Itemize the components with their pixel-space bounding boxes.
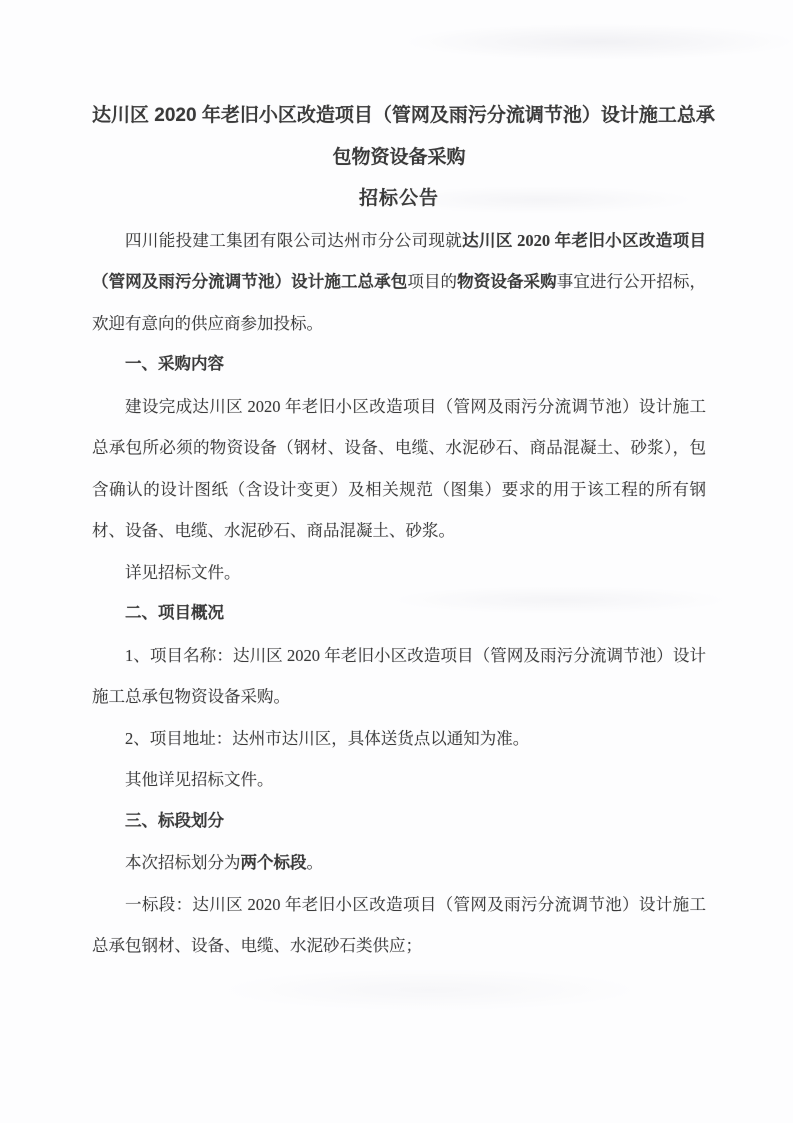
title-line-2: 包物资设备采购 [332, 146, 466, 168]
text-segment: 二、项目概况 [125, 604, 224, 622]
text-segment: 一、采购内容 [125, 355, 224, 373]
text-segment: 本次招标划分为 [125, 853, 241, 872]
document-subtitle: 招标公告 [358, 188, 439, 209]
section-1-paragraph [92, 386, 706, 552]
project-address-paragraph [92, 718, 706, 760]
text-segment: 达川区 2020 年老旧小区改造项目（管网及雨污分流调节池）设计施工总承包 [92, 230, 707, 291]
text-segment: 。 [306, 853, 323, 872]
intro-paragraph [92, 220, 706, 345]
text-segment: 一标段：达川区 2020 年老旧小区改造项目（管网及雨污分流调节池）设计施工总承包钢材、设备、电缆、水泥砂石类供应； [92, 894, 706, 955]
other-details-note [92, 759, 706, 801]
text-segment: 1、项目名称：达川区 2020 年老旧小区改造项目（管网及雨污分流调节池）设计施工总承包物资设备采购。 [92, 645, 706, 706]
lot-1-paragraph [92, 884, 706, 967]
lot-count-paragraph [92, 842, 706, 884]
text-segment: 其他详见招标文件。 [125, 770, 274, 789]
document-content [92, 95, 715, 967]
document-title [92, 95, 715, 178]
text-segment: 详见招标文件。 [125, 562, 241, 582]
section-1-heading [92, 344, 706, 386]
see-tender-file-note [92, 552, 706, 594]
text-segment: 两个标段 [240, 853, 307, 872]
text-segment: 2、项目地址：达州市达川区，具体送货点以通知为准。 [125, 728, 530, 748]
section-3-heading [92, 801, 706, 843]
text-segment: 事宜进行公开招标，欢迎有意向的供应商参加投标。 [92, 272, 707, 333]
project-name-paragraph [92, 635, 706, 718]
text-segment: 建设完成达川区 2020 年老旧小区改造项目（管网及雨污分流调节池）设计施工总承包所必须的物资设备（钢材、设备、电缆、水泥砂石、商品混凝土、砂浆），包含确认的设计图纸（含设计变更）及相关规范（图集）要求的用于该工程的所有钢材、设备、电缆、水泥砂石、商品混凝土、砂浆。 [92, 396, 706, 540]
text-segment: 物资设备采购 [457, 272, 557, 291]
text-segment: 三、标段划分 [125, 811, 224, 830]
title-line-1: 达川区 2020 年老旧小区改造项目（管网及雨污分流调节池）设计施工总承 [92, 105, 715, 126]
document-body [92, 220, 706, 967]
section-2-heading [92, 593, 706, 635]
text-segment: 四川能投建工集团有限公司达州市分公司现就 [125, 230, 463, 250]
text-segment: 项目的 [407, 272, 458, 291]
